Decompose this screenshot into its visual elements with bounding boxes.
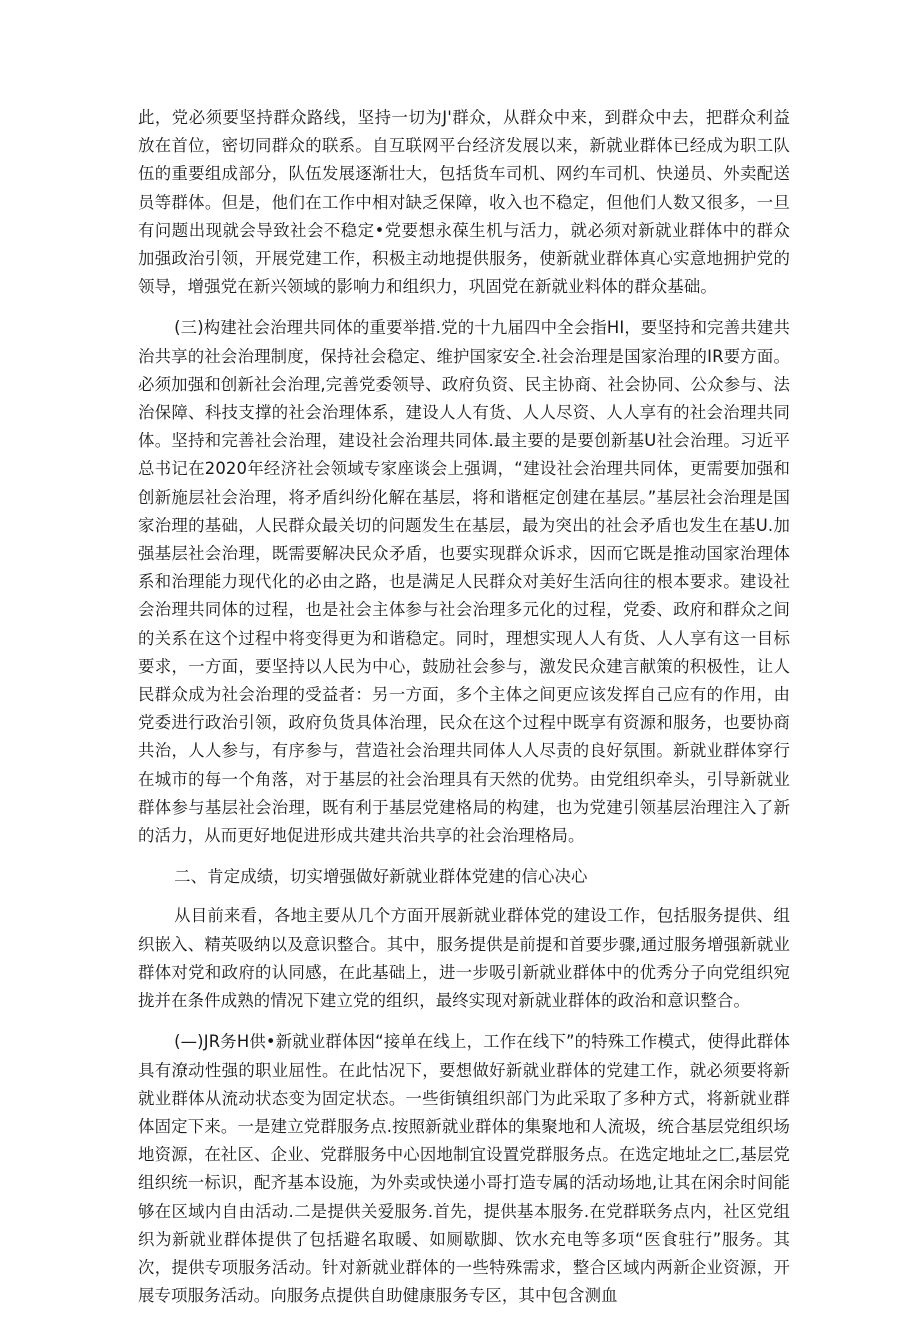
paragraph-current-work: 从目前来看，各地主要从几个方面开展新就业群体党的建设工作，包括服务提供、组织嵌入、精英吸纳以及意识整合。其中，服务提供是前提和首要步骤,通过服务增强新就业群体对党和政府的认同感，在此基础上，进一步吸引新就业群体中的优秀分子向党组织宛拢并在条件成熟的情况下建立党的组织，最终实现对新就业群体的政治和意识整合。 — [138, 906, 790, 1011]
document-page — [138, 104, 790, 1323]
paragraph-social-governance: (三)构建社会治理共同体的重要举措.党的十九届四中全会指HI，要坚持和完善共建共治共享的社会治理制度，保持社会稳定、维护国家安全.社会治理是国家治理的IR要方面。必须加强和创新社会治理,完善党委领导、政府负资、民主协商、社会协同、公众参与、法治保障、科技支撑的社会治理体系，建设人人有货、人人尽资、人人享有的社会治理共同体。坚持和完善社会治理，建设社会治理共同体.最主要的是要创新基U社会治理。习近平总书记在2020年经济社会领域专家座谈会上强调，“建设社会治理共同体，更需要加强和创新施层社会治理，将矛盾纠纷化解在基层，将和谐框定创建在基层。”基层社会治理是国家治理的基础，人民群众最关切的问题发生在基层，最为突出的社会矛盾也发生在基U.加强基层社会治理，既需要解决民众矛盾，也要实现群众诉求，因而它既是推动国家治理体系和治理能力现代化的必由之路，也是满足人民群众对美好生活向往的根本要求。建设社会治理共同体的过程，也是社会主体参与社会治理多元化的过程，党委、政府和群众之间的关系在这个过程中将变得更为和谐稳定。同时，理想实现人人有货、人人享有这一目标要求，一方面，要坚持以人民为中心，鼓励社会参与，激发民众建言献策的积极性，让人民群众成为社会治理的受益者：另一方面，多个主体之间更应该发挥自己应有的作用，由党委进行政治引领，政府负货具体治理，民众在这个过程中既享有资源和服务，也要协商共治，人人参与，有序参与，营造社会治理共同体人人尽责的良好氛围。新就业群体穿行在城市的每一个角落，对于基层的社会治理具有天然的优势。由党组织牵头，引导新就业群体参与基层社会治理，既有利于基层党建格局的构建，也为党建引领基层治理注入了新的活力，从而更好地促进形成共建共治共享的社会治理格局。 — [138, 318, 790, 846]
paragraph-mass-line: 此，党必须要坚持群众路线，坚持一切为J'群众，从群众中来，到群众中去，把群众利益放在首位，密切同群众的联系。自互联网平台经济发展以来，新就业群体已经成为职工队伍的重要组成部分，队伍发展逐渐壮大，包括货车司机、网约车司机、快递员、外卖配送员等群体。但是，他们在工作中相对缺乏保障，收入也不稳定，但他们人数又很多，一旦有问题出现就会导致社会不稳定•党要想永葆生机与活力，就必须对新就业群体中的群众加强政治引领，开展党建工作，积极主动地提供服务，使新就业群体真心实意地拥护党的领导，增强党在新兴领域的影响力和组织力，巩固党在新就业料体的群众基础。 — [138, 108, 790, 297]
paragraph-service-provision: (—)JR务H供•新就业群体因“接单在线上，工作在线下”的特殊工作模式，使得此群体具有潦动性强的职业屈性。在此怙况下，要想做好新就业群体的党建工作，就必须要将新就业群体从流动状态变为固定状态。一些街镇组织部门为此采取了多种方式，将新就业群体固定下来。一是建立党群服务点.按照新就业群体的集聚地和人流圾，统合基层党组织场地资源，在社区、企业、党群服务中心因地制宜设置党群服务点。在选定地址之匚,基层党组织统一标识，配齐基本设施，为外卖或快递小哥打造专属的活动场地,让其在闲余时间能够在区域内自由活动.二是提供关爱服务.首先，提供基本服务.在党群联务点内，社区党组织为新就业群体提供了包括避名取暖、如厕歇脚、饮水充电等多项“医食驻行”服务。其次，提供专项服务活动。针对新就业群体的一些特殊需求，整合区域内两新企业资源，开展专项服务活动。向服务点提供自助健康服务专区，其中包含测血 — [138, 1032, 790, 1306]
section-heading-two: 二、肯定成绩，切实增强做好新就业群体党建的信心决心 — [174, 867, 588, 887]
